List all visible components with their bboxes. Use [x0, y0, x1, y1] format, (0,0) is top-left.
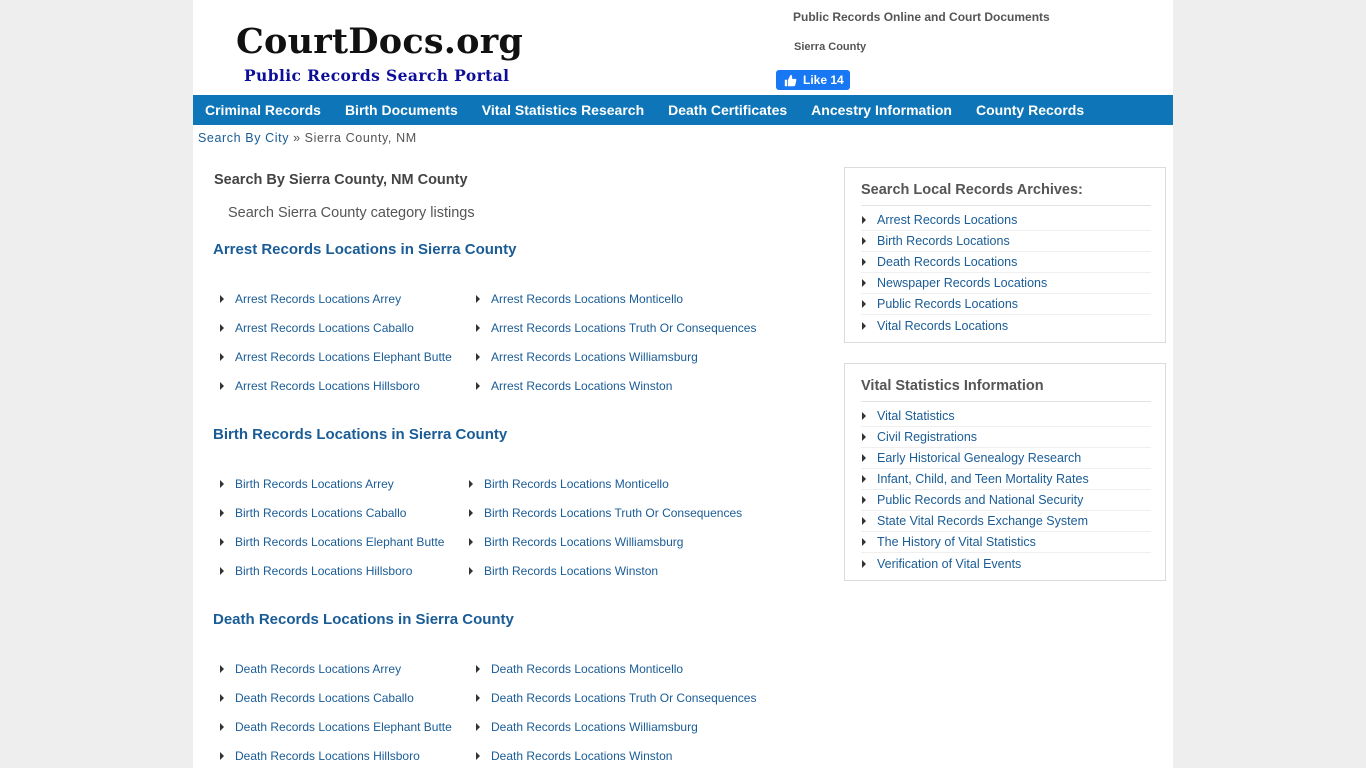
sidebar-link-arrest-records-locations[interactable]: Arrest Records Locations: [877, 213, 1018, 227]
list-item: [469, 690, 769, 706]
nav-item-county-records[interactable]: County Records: [975, 102, 1085, 118]
widget-title: Vital Statistics Information: [861, 378, 1151, 402]
list-item: [462, 476, 762, 492]
sidebar-link-newspaper-records-locations[interactable]: Newspaper Records Locations: [877, 276, 1048, 290]
sidebar-link-vital-records-locations[interactable]: Vital Records Locations: [877, 318, 1009, 333]
location-link[interactable]: Death Records Locations Elephant Butte: [235, 720, 452, 734]
list-item: [469, 719, 769, 735]
location-link[interactable]: Birth Records Locations Monticello: [484, 477, 669, 491]
list-item: [861, 406, 1151, 427]
list-item: [213, 505, 462, 521]
nav-item-criminal-records[interactable]: Criminal Records: [205, 102, 321, 118]
facebook-like-button[interactable]: [776, 70, 850, 90]
location-link[interactable]: Birth Records Locations Hillsboro: [235, 564, 413, 578]
list-item: [213, 748, 469, 764]
bullet-arrow-icon: [220, 295, 224, 303]
location-link[interactable]: Death Records Locations Monticello: [491, 662, 684, 676]
logo-subtitle: Public Records Search Portal: [244, 66, 510, 85]
list-item: [462, 505, 762, 521]
list-item: [861, 448, 1151, 469]
bullet-arrow-icon: [862, 560, 866, 568]
bullet-arrow-icon: [862, 496, 866, 504]
bullet-arrow-icon: [862, 258, 866, 266]
bullet-arrow-icon: [469, 509, 473, 517]
list-item: [469, 320, 769, 336]
logo-title: CourtDocs.org: [236, 21, 524, 62]
page-title: Search By Sierra County, NM County: [214, 172, 468, 188]
bullet-arrow-icon: [220, 509, 224, 517]
section-title[interactable]: Death Records Locations in Sierra County: [213, 611, 514, 628]
bullet-arrow-icon: [476, 752, 480, 760]
bullet-arrow-icon: [220, 665, 224, 673]
sidebar-link-early-historical-genealogy-research[interactable]: Early Historical Genealogy Research: [877, 451, 1082, 465]
sidebar-link-state-vital-records-exchange-system[interactable]: State Vital Records Exchange System: [877, 514, 1088, 528]
sidebar-link-public-records-locations[interactable]: Public Records Locations: [877, 297, 1019, 311]
bullet-arrow-icon: [862, 475, 866, 483]
site-logo[interactable]: [236, 22, 523, 85]
location-grid: [213, 661, 813, 764]
breadcrumb-separator: »: [293, 131, 301, 145]
bullet-arrow-icon: [476, 353, 480, 361]
nav-item-death-certificates[interactable]: Death Certificates: [668, 102, 788, 118]
location-link[interactable]: Birth Records Locations Williamsburg: [484, 535, 684, 549]
sidebar-link-public-records-and-national-security[interactable]: Public Records and National Security: [877, 493, 1084, 507]
list-item: [861, 511, 1151, 532]
bullet-arrow-icon: [862, 216, 866, 224]
list-item: [462, 534, 762, 550]
nav-item-vital-statistics-research[interactable]: Vital Statistics Research: [481, 102, 645, 118]
section-title[interactable]: Birth Records Locations in Sierra County: [213, 426, 508, 443]
bullet-arrow-icon: [862, 322, 866, 330]
list-item: [861, 231, 1151, 252]
bullet-arrow-icon: [476, 295, 480, 303]
list-item: [861, 294, 1151, 315]
list-item: [213, 563, 462, 579]
sidebar-link-death-records-locations[interactable]: Death Records Locations: [877, 255, 1018, 269]
list-item: [213, 378, 469, 394]
bullet-arrow-icon: [862, 538, 866, 546]
list-item: [213, 690, 469, 706]
section-arrest-records-locations-in-sierra-county: [213, 241, 813, 394]
location-link[interactable]: Arrest Records Locations Monticello: [491, 292, 684, 306]
bullet-arrow-icon: [220, 353, 224, 361]
main-content: [213, 172, 813, 764]
list-item: [861, 532, 1151, 553]
sidebar-link-civil-registrations[interactable]: Civil Registrations: [877, 430, 978, 444]
bullet-arrow-icon: [469, 538, 473, 546]
list-item: [213, 320, 469, 336]
list-item: [861, 469, 1151, 490]
thumbs-up-icon: [784, 74, 797, 87]
list-item: [469, 349, 769, 365]
bullet-arrow-icon: [862, 433, 866, 441]
page-subtitle: Search Sierra County category listings: [228, 205, 475, 221]
archives-list: [861, 210, 1151, 336]
location-link[interactable]: Arrest Records Locations Elephant Butte: [235, 350, 452, 364]
location-link[interactable]: Arrest Records Locations Winston: [491, 379, 673, 393]
list-item: [861, 427, 1151, 448]
bullet-arrow-icon: [220, 723, 224, 731]
location-link[interactable]: Death Records Locations Hillsboro: [235, 749, 420, 763]
sidebar-link-the-history-of-vital-statistics[interactable]: The History of Vital Statistics: [877, 535, 1036, 549]
nav-item-birth-documents[interactable]: Birth Documents: [344, 102, 458, 118]
sidebar-link-vital-statistics[interactable]: Vital Statistics: [877, 409, 955, 423]
bullet-arrow-icon: [220, 382, 224, 390]
facebook-like-label: Like 14: [803, 73, 844, 87]
list-item: [469, 748, 769, 764]
list-item: [469, 661, 769, 677]
list-item: [462, 563, 762, 579]
sidebar-link-verification-of-vital-events[interactable]: Verification of Vital Events: [877, 556, 1022, 571]
location-link[interactable]: Death Records Locations Williamsburg: [491, 720, 698, 734]
list-item: [861, 315, 1151, 336]
breadcrumb-search-by-city[interactable]: Search By City: [198, 131, 290, 145]
list-item: [213, 349, 469, 365]
bullet-arrow-icon: [862, 300, 866, 308]
bullet-arrow-icon: [862, 237, 866, 245]
list-item: [861, 210, 1151, 231]
location-link[interactable]: Arrest Records Locations Caballo: [235, 321, 414, 335]
bullet-arrow-icon: [476, 382, 480, 390]
bullet-arrow-icon: [220, 752, 224, 760]
bullet-arrow-icon: [469, 480, 473, 488]
list-item: [213, 661, 469, 677]
section-title[interactable]: Arrest Records Locations in Sierra County: [213, 241, 517, 258]
list-item: [861, 252, 1151, 273]
main-nav: [193, 95, 1173, 125]
bullet-arrow-icon: [220, 480, 224, 488]
location-link[interactable]: Birth Records Locations Truth Or Consequences: [484, 506, 743, 520]
location-grid: [213, 476, 813, 579]
breadcrumb: [198, 131, 417, 145]
bullet-arrow-icon: [220, 324, 224, 332]
bullet-arrow-icon: [220, 538, 224, 546]
bullet-arrow-icon: [862, 454, 866, 462]
breadcrumb-current: Sierra County, NM: [304, 131, 417, 145]
header-tagline: Public Records Online and Court Documents: [793, 10, 1050, 24]
list-item: [213, 719, 469, 735]
bullet-arrow-icon: [220, 694, 224, 702]
location-link[interactable]: Death Records Locations Truth Or Consequences: [491, 691, 757, 705]
list-item: [213, 476, 462, 492]
location-link[interactable]: Death Records Locations Winston: [491, 749, 673, 763]
widget-local-records-archives: [844, 167, 1166, 343]
location-link[interactable]: Death Records Locations Arrey: [235, 662, 402, 676]
sidebar-link-birth-records-locations[interactable]: Birth Records Locations: [877, 234, 1010, 248]
location-link[interactable]: Arrest Records Locations Williamsburg: [491, 350, 698, 364]
list-item: [213, 291, 469, 307]
list-item: [861, 553, 1151, 574]
section-death-records-locations-in-sierra-county: [213, 611, 813, 764]
bullet-arrow-icon: [476, 694, 480, 702]
bullet-arrow-icon: [220, 567, 224, 575]
bullet-arrow-icon: [862, 279, 866, 287]
list-item: [469, 291, 769, 307]
bullet-arrow-icon: [476, 324, 480, 332]
widget-vital-statistics-information: [844, 363, 1166, 581]
sidebar-link-infant-child-and-teen-mortality-rates[interactable]: Infant, Child, and Teen Mortality Rates: [877, 472, 1089, 486]
widget-title: Search Local Records Archives:: [861, 182, 1151, 206]
nav-item-ancestry-information[interactable]: Ancestry Information: [811, 102, 952, 118]
vital-list: [861, 406, 1151, 574]
list-item: [213, 534, 462, 550]
location-link[interactable]: Birth Records Locations Arrey: [235, 477, 394, 491]
bullet-arrow-icon: [469, 567, 473, 575]
location-link[interactable]: Birth Records Locations Caballo: [235, 506, 407, 520]
location-link[interactable]: Arrest Records Locations Hillsboro: [235, 379, 420, 393]
location-link[interactable]: Death Records Locations Caballo: [235, 691, 414, 705]
list-item: [469, 378, 769, 394]
location-link[interactable]: Arrest Records Locations Arrey: [235, 292, 402, 306]
location-link[interactable]: Birth Records Locations Elephant Butte: [235, 535, 445, 549]
location-link[interactable]: Arrest Records Locations Truth Or Consequences: [491, 321, 757, 335]
section-birth-records-locations-in-sierra-county: [213, 426, 813, 579]
location-grid: [213, 291, 813, 394]
bullet-arrow-icon: [862, 517, 866, 525]
bullet-arrow-icon: [476, 665, 480, 673]
header-county: Sierra County: [794, 41, 867, 53]
list-item: [861, 273, 1151, 294]
location-link[interactable]: Birth Records Locations Winston: [484, 564, 659, 578]
bullet-arrow-icon: [476, 723, 480, 731]
list-item: [861, 490, 1151, 511]
bullet-arrow-icon: [862, 412, 866, 420]
page: [193, 0, 1173, 768]
